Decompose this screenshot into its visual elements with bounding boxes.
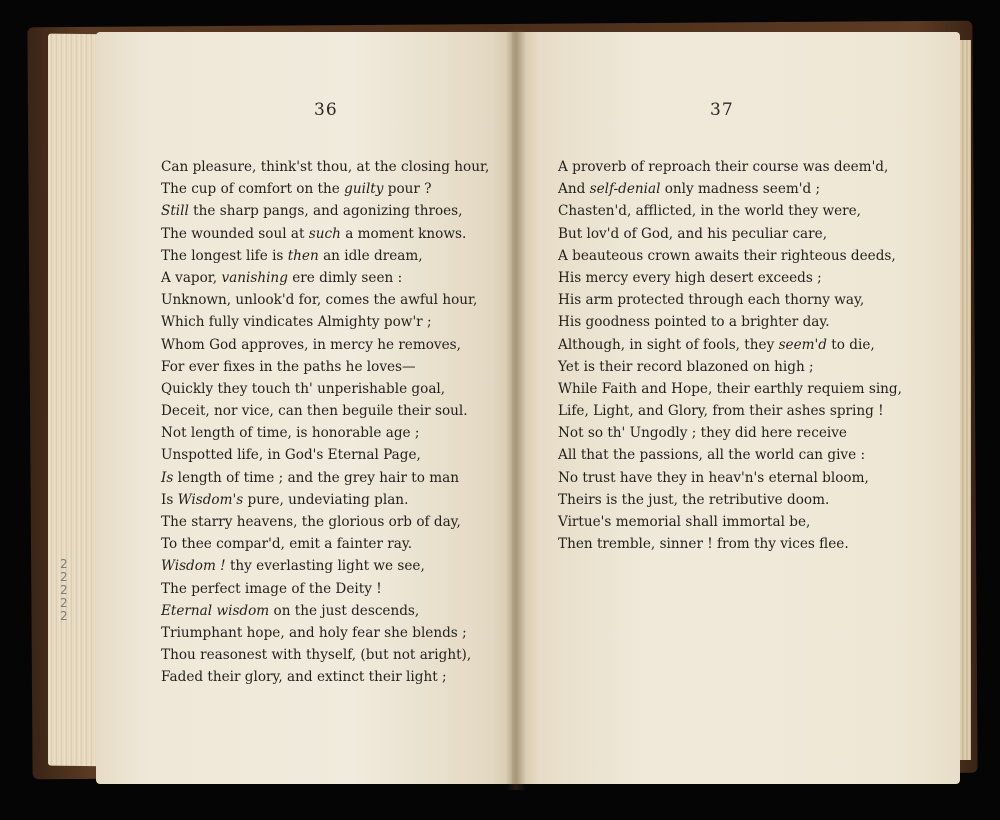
verse-text: Thou reasonest with thyself, (but not aright), [161,647,472,664]
verse-text: a moment knows. [340,225,467,242]
verse-line [161,644,489,666]
verse-text: pure, undeviating plan. [243,491,409,508]
verse-text: thy everlasting light we see, [225,558,425,575]
verse-text: to die, [826,336,875,353]
verse-line [558,489,902,511]
verse-line [558,378,902,400]
page-number: 36 [314,100,338,120]
verse-line [558,533,902,555]
verse-text: the sharp pangs, and agonizing throes, [188,203,463,220]
verse-italic: Eternal wisdom [161,602,270,619]
page-number: 37 [710,100,734,120]
verse-line [161,178,489,200]
verse-italic: self-denial [589,181,661,198]
verse-line [161,289,489,311]
verse-text: Unspotted life, in God's Eternal Page, [161,447,421,464]
verse-text: Virtue's memorial shall immortal be, [558,514,811,530]
verse-line [161,467,489,489]
verse-text: No trust have they in heav'n's eternal bloom, [558,469,869,486]
verse-line [161,533,489,555]
verse-line [161,622,489,644]
verse-text: Quickly they touch th' unperishable goal, [161,380,446,397]
verse-italic: Wisdom ! [161,558,226,575]
verse-line [558,223,902,245]
verse-line [161,223,489,245]
verse-italic: then [287,247,319,264]
verse-line [161,245,489,267]
poem-text [161,156,489,689]
verse-text: Faded their glory, and extinct their light ; [161,669,447,686]
verse-line [558,245,902,267]
verse-line [558,156,902,178]
verse-line [558,200,902,222]
verse-text: Which fully vindicates Almighty pow'r ; [161,314,432,331]
poem-text [558,156,902,555]
verse-text: Theirs is the just, the retributive doom. [558,491,830,508]
verse-line [161,400,489,422]
verse-text: To thee compar'd, emit a fainter ray. [161,536,413,553]
verse-italic: Is [161,469,174,486]
verse-line [161,511,489,533]
verse-text: Triumphant hope, and holy fear she blends ; [161,624,467,641]
verse-text: Is [161,491,178,508]
verse-text: But lov'd of God, and his peculiar care, [558,225,828,242]
verse-text: ere dimly seen : [287,269,403,286]
verse-text: Can pleasure, think'st thou, at the closing hour, [161,159,490,175]
verse-text: His arm protected through each thorny way, [558,292,865,309]
verse-line [161,156,489,178]
verse-line [558,511,902,533]
verse-text: And [558,181,590,198]
verse-text: The longest life is [161,247,288,264]
verse-text: Although, in sight of fools, they [558,336,779,353]
verse-text: His goodness pointed to a brighter day. [558,314,830,331]
verse-line [161,334,489,356]
verse-text: Yet is their record blazoned on high ; [558,358,814,375]
verse-text: Then tremble, sinner ! from thy vices flee. [558,536,849,553]
verse-line [558,467,902,489]
verse-line [161,311,489,333]
verse-line [161,555,489,577]
book-gutter [506,30,526,790]
verse-line [161,666,489,688]
verse-italic: Still [161,203,189,220]
verse-line [558,356,902,378]
verse-text: The starry heavens, the glorious orb of day, [161,514,461,530]
verse-line [558,311,902,333]
verse-text: Whom God approves, in mercy he removes, [161,336,461,353]
verse-italic: seem'd [778,336,827,353]
verse-text: Life, Light, and Glory, from their ashes spring ! [558,403,884,420]
verse-text: The perfect image of the Deity ! [161,580,382,597]
verse-text: The wounded soul at [161,225,309,242]
verse-line [558,400,902,422]
verse-italic: Wisdom's [177,491,244,508]
verse-line [161,267,489,289]
verse-line [161,578,489,600]
verse-italic: vanishing [221,269,288,286]
verse-text: Not so th' Ungodly ; they did here receive [558,425,847,442]
verse-line [558,267,902,289]
verse-text: Chasten'd, afflicted, in the world they were, [558,203,862,220]
verse-text: length of time ; and the grey hair to man [173,469,460,486]
left-page [96,32,526,784]
verse-line [558,444,902,466]
verse-text: A proverb of reproach their course was deem'd, [558,159,889,175]
verse-text: The cup of comfort on the [161,181,345,198]
verse-line [161,378,489,400]
verse-line [161,600,489,622]
verse-text: Deceit, nor vice, can then beguile their soul. [161,403,468,420]
verse-text: Unknown, unlook'd for, comes the awful hour, [161,292,478,309]
verse-text: A beauteous crown awaits their righteous deeds, [558,247,896,264]
verse-text: an idle dream, [318,247,423,264]
verse-text: only madness seem'd ; [660,181,821,198]
verse-italic: guilty [344,181,384,198]
pencil-marginalia: 2 2 2 2 2 [60,557,68,623]
verse-line [558,178,902,200]
verse-text: His mercy every high desert exceeds ; [558,269,822,286]
verse-line [161,489,489,511]
verse-line [558,289,902,311]
verse-line [161,444,489,466]
verse-text: While Faith and Hope, their earthly requiem sing, [558,380,902,397]
verse-text: Not length of time, is honorable age ; [161,425,420,442]
verse-line [161,200,489,222]
verse-line [161,422,489,444]
verse-italic: such [308,225,341,242]
verse-line [558,422,902,444]
verse-text: For ever fixes in the paths he loves— [161,358,416,375]
verse-line [558,334,902,356]
right-page [512,32,960,784]
verse-text: All that the passions, all the world can give : [558,447,866,464]
verse-text: pour ? [383,181,432,198]
verse-text: on the just descends, [269,602,420,619]
verse-line [161,356,489,378]
verse-text: A vapor, [161,269,222,286]
